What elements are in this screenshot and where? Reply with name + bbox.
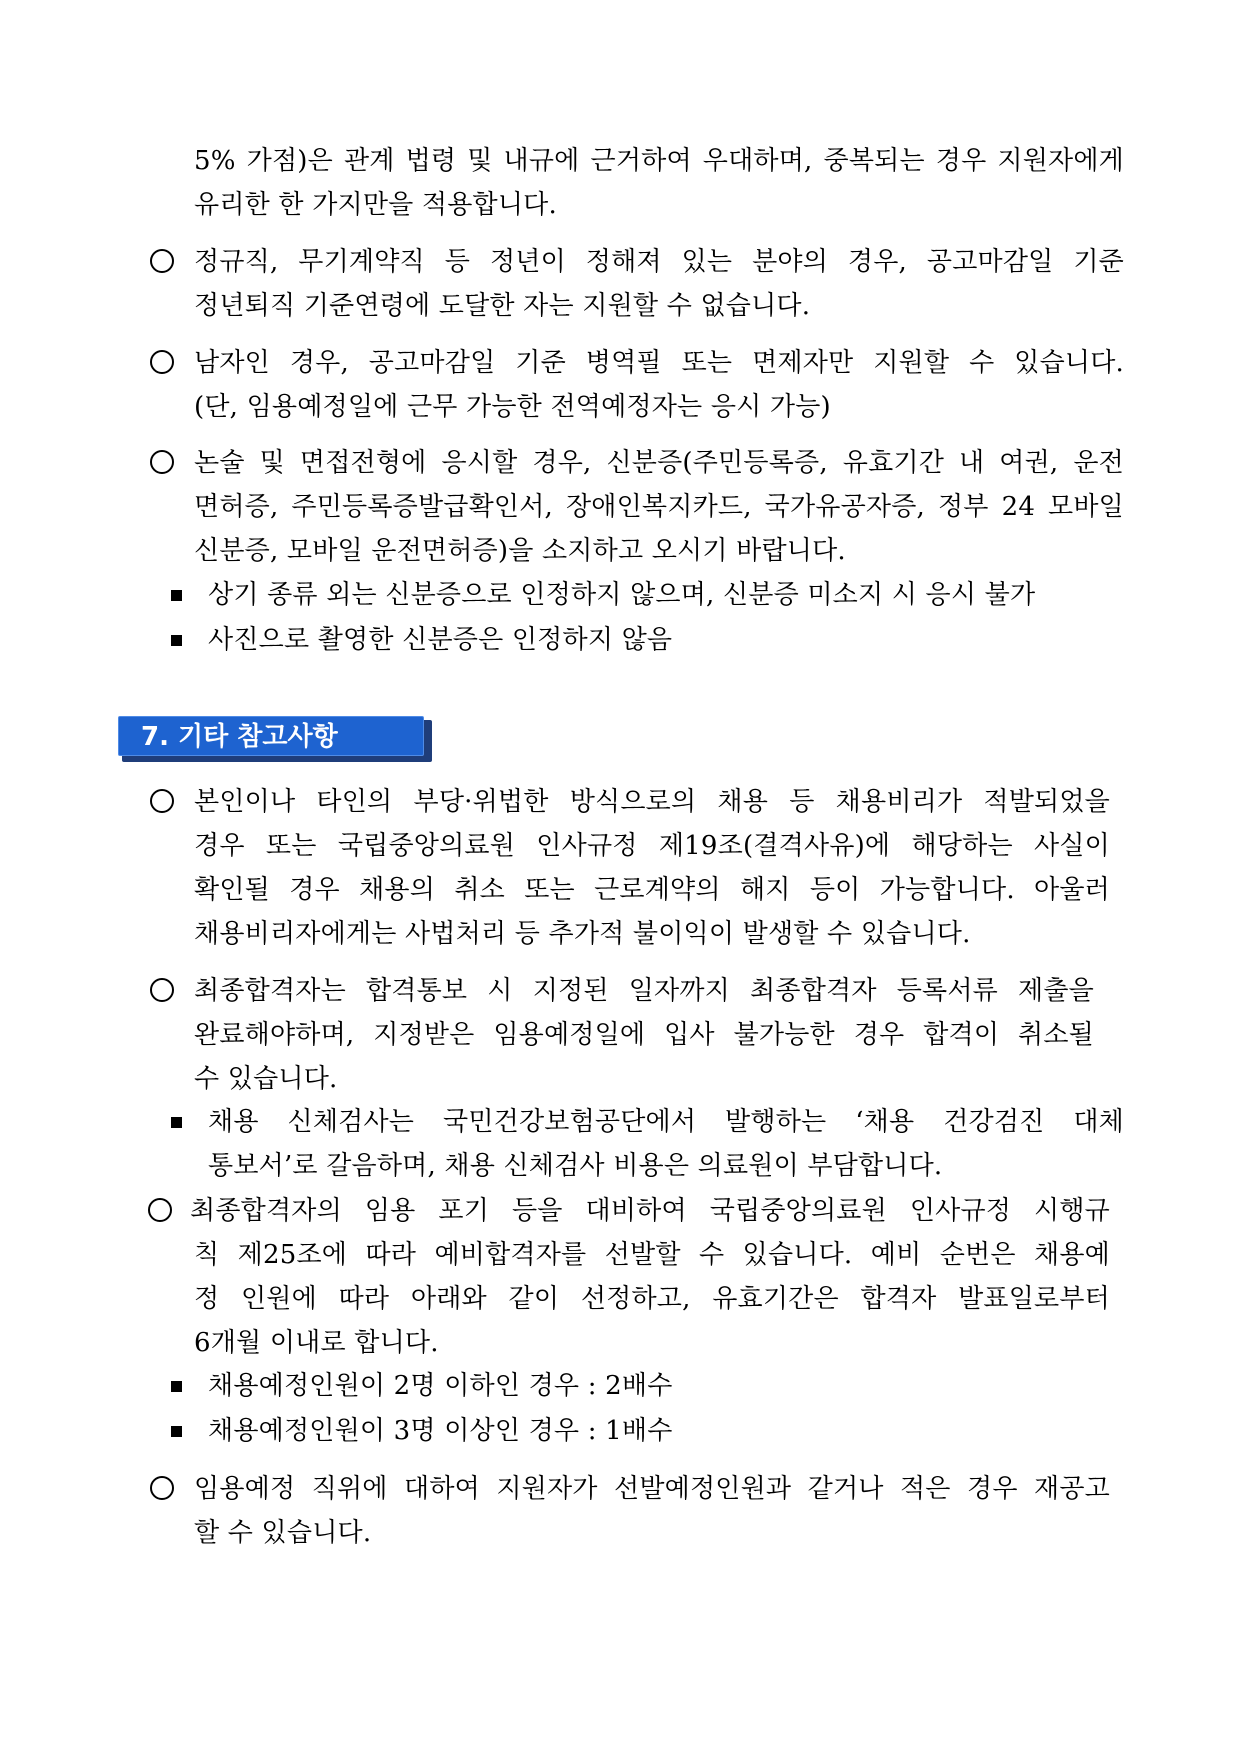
text-line: 수 있습니다. (194, 1064, 338, 1094)
circle-bullet-icon (150, 789, 174, 813)
text-line: 유리한 한 가지만을 적용합니다. (194, 190, 557, 220)
text-line: 채용 신체검사는 국민건강보험공단에서 발행하는 ‘채용 건강검진 대체 (208, 1107, 1124, 1137)
text-line: 면허증, 주민등록증발급확인서, 장애인복지카드, 국가유공자증, 정부 24 모바일 (194, 492, 1124, 522)
text-line: 채용예정인원이 3명 이상인 경우 : 1배수 (208, 1416, 673, 1446)
circle-bullet-icon (150, 978, 174, 1002)
text-line: 최종합격자의 임용 포기 등을 대비하여 국립중앙의료원 인사규정 시행규 (190, 1196, 1110, 1226)
section-heading-title: 7. 기타 참고사항 (141, 722, 338, 752)
text-line: (단, 임용예정일에 근무 가능한 전역예정자는 응시 가능) (194, 392, 831, 422)
text-line: 사진으로 촬영한 신분증은 인정하지 않음 (208, 625, 673, 655)
circle-bullet-icon (150, 1476, 174, 1500)
text-line: 남자인 경우, 공고마감일 기준 병역필 또는 면제자만 지원할 수 있습니다. (194, 348, 1124, 378)
circle-bullet-icon (150, 249, 174, 273)
square-bullet-icon (171, 1381, 182, 1392)
text-line: 확인될 경우 채용의 취소 또는 근로계약의 해지 등이 가능합니다. 아울러 (194, 875, 1110, 905)
text-line: 본인이나 타인의 부당·위법한 방식으로의 채용 등 채용비리가 적발되었을 (194, 787, 1110, 817)
text-line: 칙 제25조에 따라 예비합격자를 선발할 수 있습니다. 예비 순번은 채용예 (194, 1240, 1110, 1270)
square-bullet-icon (171, 590, 182, 601)
circle-bullet-icon (150, 350, 174, 374)
text-line: 신분증, 모바일 운전면허증)을 소지하고 오시기 바랍니다. (194, 536, 846, 566)
section-heading (118, 716, 428, 758)
text-line: 채용예정인원이 2명 이하인 경우 : 2배수 (208, 1371, 673, 1401)
text-line: 정 인원에 따라 아래와 같이 선정하고, 유효기간은 합격자 발표일로부터 (194, 1284, 1110, 1314)
text-line: 정년퇴직 기준연령에 도달한 자는 지원할 수 없습니다. (194, 291, 811, 321)
heading-box (118, 716, 424, 756)
square-bullet-icon (171, 1117, 182, 1128)
text-line: 경우 또는 국립중앙의료원 인사규정 제19조(결격사유)에 해당하는 사실이 (194, 831, 1110, 861)
text-line: 할 수 있습니다. (194, 1518, 372, 1548)
text-line: 임용예정 직위에 대하여 지원자가 선발예정인원과 같거나 적은 경우 재공고 (194, 1474, 1110, 1504)
circle-bullet-icon (148, 1198, 172, 1222)
text-line: 논술 및 면접전형에 응시할 경우, 신분증(주민등록증, 유효기간 내 여권, 운전 (194, 448, 1124, 478)
text-line: 최종합격자는 합격통보 시 지정된 일자까지 최종합격자 등록서류 제출을 (194, 976, 1094, 1006)
text-line: 정규직, 무기계약직 등 정년이 정해져 있는 분야의 경우, 공고마감일 기준 (194, 247, 1124, 277)
text-line: 완료해야하며, 지정받은 임용예정일에 입사 불가능한 경우 합격이 취소될 (194, 1020, 1094, 1050)
circle-bullet-icon (150, 450, 174, 474)
text-line: 통보서’로 갈음하며, 채용 신체검사 비용은 의료원이 부담합니다. (208, 1151, 943, 1181)
square-bullet-icon (171, 1426, 182, 1437)
text-line: 상기 종류 외는 신분증으로 인정하지 않으며, 신분증 미소지 시 응시 불가 (208, 580, 1036, 610)
square-bullet-icon (171, 635, 182, 646)
text-line: 채용비리자에게는 사법처리 등 추가적 불이익이 발생할 수 있습니다. (194, 919, 971, 949)
text-line: 6개월 이내로 합니다. (194, 1328, 439, 1358)
text-line: 5% 가점)은 관계 법령 및 내규에 근거하여 우대하며, 중복되는 경우 지원자에게 (194, 146, 1124, 176)
